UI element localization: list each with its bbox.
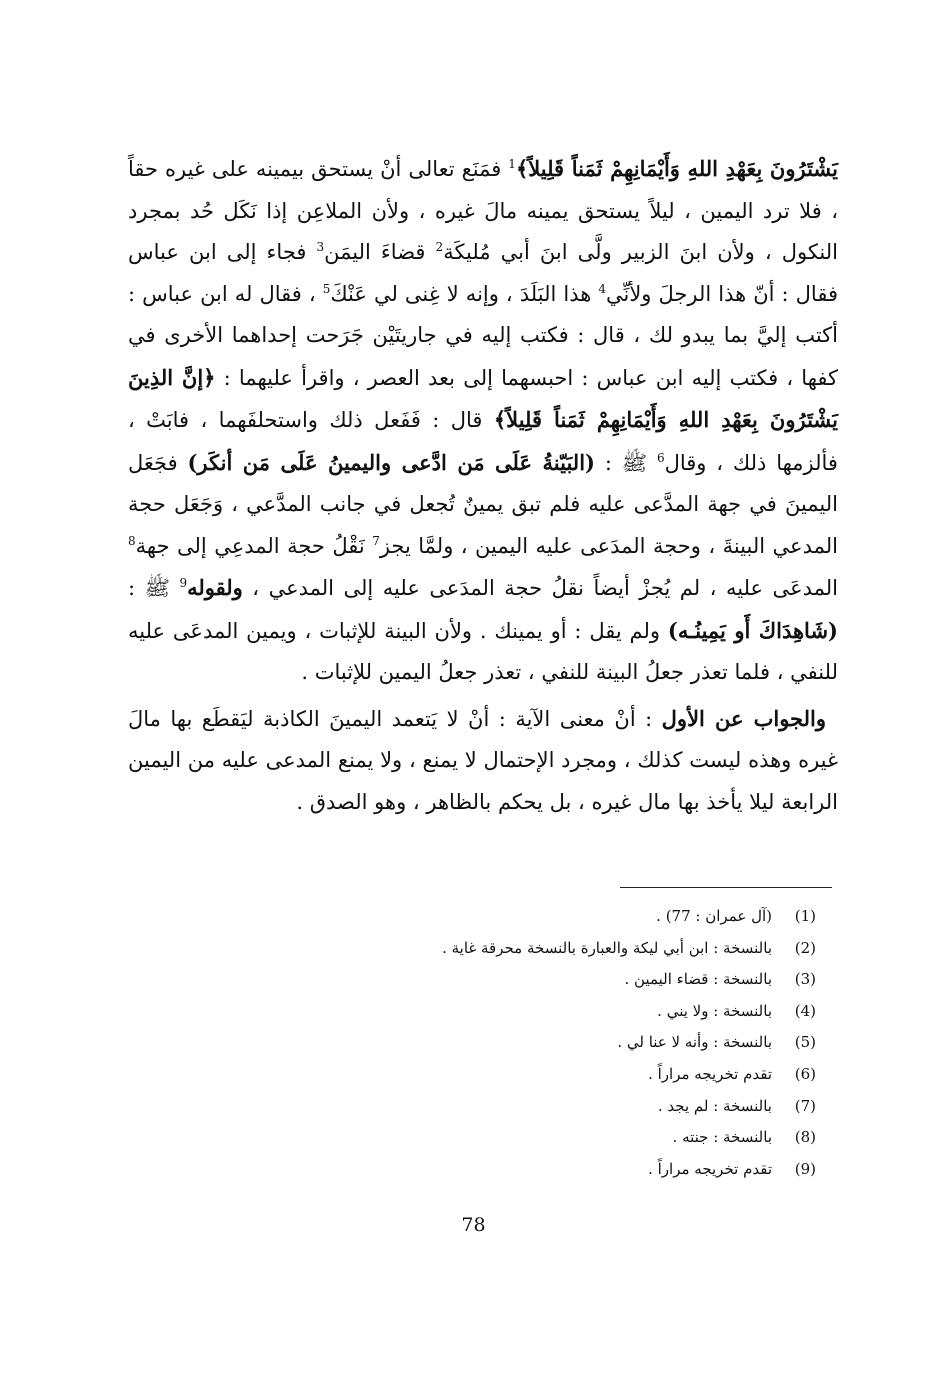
paragraph-text: فجاء إلى ابن عباس فقال : أنّ هذا الرجلَ ولأنِّي [128, 240, 838, 306]
hadith-quote: (شَاهِدَاكَ أَو يَمِينُـه) [667, 617, 838, 643]
footnote-number: (7) [794, 1096, 816, 1115]
footnote-number: (6) [794, 1064, 816, 1083]
page-number: 78 [461, 1214, 486, 1236]
footnote-text: بالنسخة : ولا يني . [657, 1001, 772, 1020]
footnote-text: بالنسخة : قضاء اليمين . [624, 970, 772, 989]
footnote-item [300, 1091, 816, 1123]
footnote-ref-2: 2 [435, 240, 444, 254]
paragraph-text: ، فقال له ابن عباس : أكتب إليَّ بما يبدو لك ، قال : فكتب إليه في جاريتَيْن جَرَحت إحداهما الأخرى في كفها ، فكتب إليه ابن عباس : احبسهما إلى بعد العصر ، واقرأ عليهما : [128, 281, 838, 390]
footnotes [300, 901, 816, 1185]
footnote-separator [620, 887, 832, 888]
footnote-text: تقدم تخريجه مراراً . [648, 1064, 772, 1083]
footnote-text: تقدم تخريجه مراراً . [648, 1159, 772, 1178]
footnote-ref-4: 4 [598, 281, 606, 296]
footnote-item [300, 1027, 816, 1059]
paragraph-text: : أنْ معنى الآية : أنْ لا يَتعمد اليمينَ الكاذبة ليَقطَع بها مالَ غيره وهذه ليست كذلك ، ومجرد الإحتمال لا يمنع ، ولا يمنع المدعى عليه من اليمين الرابعة ليلا يأخذ بها مال غيره ، بل يحكم بالظاهر ، وهو الصدق . [128, 706, 838, 814]
quran-verse: ﴿إنَّ الذِينَ يَشْتَرُونَ بِعَهْدِ اللهِ وَأَيْمَانِهِمْ ثَمَناً قَلِيلاً﴾ [128, 364, 838, 432]
footnote-item [300, 901, 816, 933]
footnote-item [300, 933, 816, 965]
footnote-text: بالنسخة : جنته . [672, 1128, 772, 1147]
footnote-item [300, 1122, 816, 1154]
bold-phrase: ولقوله [187, 575, 243, 600]
footnote-ref-8: 8 [128, 533, 136, 548]
paragraph-text: ﷺ : [128, 576, 180, 600]
paragraph-text: فجَعَل اليمينَ في جهة المدَّعى عليه فلم تبق يمينٌ تُجعل في جانب المدَّعي ، وَجَعَل حجة المدعي البينةَ ، وحجة المدَعى عليه اليمين ، ولمَّا يجز [128, 450, 838, 558]
footnote-ref-5: 5 [322, 281, 331, 296]
footnote-number: (9) [794, 1159, 816, 1178]
paragraph-text: فمَنَع تعالى أنْ يستحق بيمينه على غيره حقاً ، فلا ترد اليمين ، ليلاً يستحق يمينه مالَ غيره ، ولأن الملاعِن إذا نَكَل حُد بمجرد النكول ، ولأن ابنَ الزبير ولَّى ابنَ أبي مُليكَة [128, 157, 838, 264]
footnote-ref-1: 1 [508, 157, 516, 171]
footnote-number: (3) [794, 970, 816, 989]
footnote-number: (5) [794, 1033, 816, 1052]
answer-heading: والجواب عن الأول [661, 705, 826, 731]
footnote-item [300, 1059, 816, 1091]
footnote-number: (4) [794, 1001, 816, 1020]
footnote-item [300, 1154, 816, 1186]
footnote-ref-7: 7 [372, 533, 380, 548]
paragraph-1 [128, 148, 838, 694]
footnote-item [300, 964, 816, 996]
paragraph-text: قضاءَ اليمَن [324, 240, 436, 264]
footnote-ref-3: 3 [316, 240, 325, 254]
paragraph-text: قال : فَفَعل ذلك واستحلفَهما ، فابَتْ ، فألزمها ذلك ، وقال [128, 408, 838, 475]
footnote-text: بالنسخة : لم يجد . [657, 1096, 772, 1115]
paragraph-2 [128, 698, 838, 824]
paragraph-text: ولم يقل : أو يمينك . ولأن البينة للإثبات ، ويمين المدعَى عليه للنفي ، فلما تعذر جعلُ البينة للنفي ، تعذر جعلُ اليمين للإثبات . [128, 618, 838, 684]
footnote-item [300, 996, 816, 1028]
footnote-text: بالنسخة : وأنه لا عنا لي . [617, 1033, 772, 1052]
paragraph-text: ﷺ : [594, 450, 657, 475]
footnote-number: (8) [794, 1128, 816, 1147]
footnote-text: (آل عمران : 77) . [656, 907, 772, 925]
main-text [128, 148, 838, 823]
footnote-number: (2) [794, 938, 816, 957]
footnote-text: بالنسخة : ابن أبي ليكة والعبارة بالنسخة محرقة غاية . [442, 938, 772, 957]
paragraph-text: هذا البَلَدَ ، وإنه لا غِنى لي عَنْكَ [330, 281, 599, 306]
footnote-ref-9: 9 [179, 576, 188, 590]
paragraph-text: نَقْلُ حجة المدعِي إلى جهة [135, 533, 373, 558]
footnote-ref-6: 6 [656, 450, 665, 465]
quran-verse: يَشْتَرُونَ بِعَهْدِ اللهِ وَأَيْمَانِهِمْ ثَمَناً قَلِيلاً﴾ [515, 156, 838, 181]
paragraph-text: المدعَى عليه ، لم يُجزْ أيضاً نقلُ حجة المدَعى عليه إلى المدعي ، [242, 576, 838, 600]
hadith-quote: (البَيّنةُ عَلَى مَن ادَّعى واليمينُ عَلَى مَن أنكَر) [187, 449, 595, 475]
footnote-number: (1) [794, 907, 816, 925]
